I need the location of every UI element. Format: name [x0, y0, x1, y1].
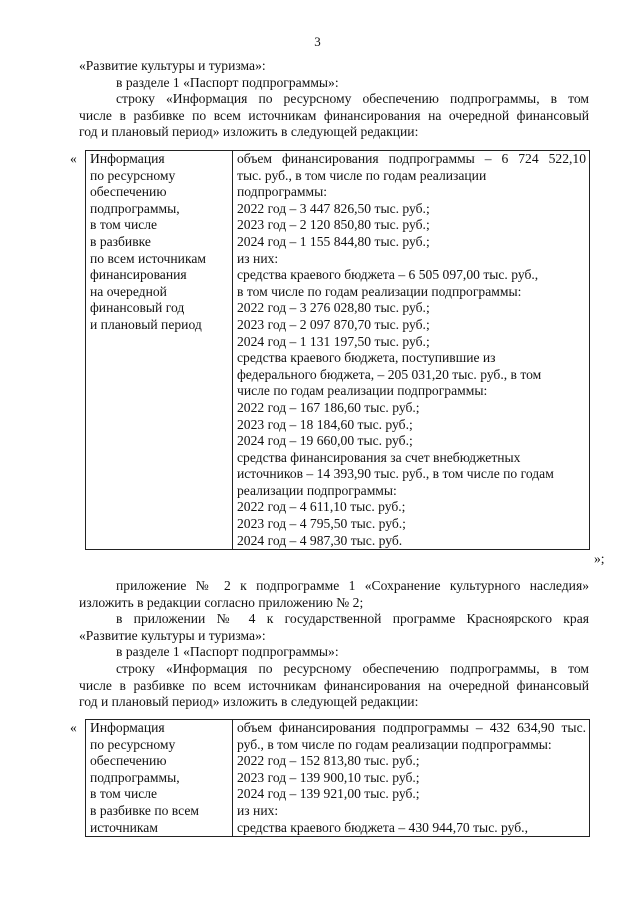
middle-line: числе в разбивке по всем источникам финансирования на очередной финансовый [79, 677, 589, 693]
cell-text: обеспечению [90, 753, 167, 769]
cell-text: 2022 год – 3 447 826,50 тыс. руб.; [237, 200, 430, 216]
cell-text: в том числе [90, 786, 158, 802]
cell-text: 2024 год – 1 131 197,50 тыс. руб.; [237, 333, 430, 349]
middle-line: приложение № 2 к подпрограмме 1 «Сохранение культурного наследия» [116, 578, 589, 593]
cell-text: Информация [90, 720, 165, 735]
cell-text: в том числе [90, 217, 158, 233]
intro-line: «Развитие культуры и туризма»: [79, 58, 266, 73]
table-left-cell [86, 151, 233, 550]
cell-text: в разбивке по всем [90, 802, 199, 818]
cell-text: финансирования [90, 267, 187, 283]
cell-text: из них: [237, 802, 279, 818]
cell-text: источникам [90, 819, 158, 835]
cell-text: подпрограммы, [90, 200, 180, 216]
cell-text: финансовый год [90, 300, 185, 316]
passport-table-1 [85, 150, 590, 550]
cell-text: по ресурсному [90, 167, 176, 183]
cell-text: тыс. руб., в том числе по годам реализации [237, 167, 487, 183]
passport-table-2 [85, 719, 590, 837]
cell-text: по ресурсному [90, 736, 176, 752]
cell-text: 2024 год – 1 155 844,80 тыс. руб.; [237, 233, 430, 249]
cell-text: 2022 год – 3 276 028,80 тыс. руб.; [237, 300, 430, 316]
cell-text: источников – 14 393,90 тыс. руб., в том числе по годам [237, 466, 554, 482]
cell-text: в том числе по годам реализации подпрограммы: [237, 283, 522, 299]
cell-text: и плановый период [90, 316, 202, 332]
cell-text: средства краевого бюджета – 430 944,70 тыс. руб., [237, 819, 528, 835]
close-quote: »; [594, 551, 605, 566]
cell-text: 2023 год – 4 795,50 тыс. руб.; [237, 516, 406, 532]
cell-text: средства финансирования за счет внебюджетных [237, 449, 521, 465]
cell-text: 2023 год – 139 900,10 тыс. руб.; [237, 769, 420, 785]
cell-text: 2023 год – 18 184,60 тыс. руб.; [237, 416, 413, 432]
cell-text: Информация [90, 151, 165, 166]
cell-text: в разбивке [90, 233, 151, 249]
cell-text: обеспечению [90, 184, 167, 200]
cell-text: числе по годам реализации подпрограммы: [237, 383, 488, 399]
cell-text: 2023 год – 2 120 850,80 тыс. руб.; [237, 217, 430, 233]
cell-text: 2024 год – 19 660,00 тыс. руб.; [237, 433, 413, 449]
table-row [86, 720, 590, 837]
table-right-cell [233, 151, 590, 550]
cell-text: средства краевого бюджета – 6 505 097,00 тыс. руб., [237, 267, 539, 283]
cell-text: федерального бюджета, – 205 031,20 тыс. руб., в том [237, 366, 542, 382]
middle-line: строку «Информация по ресурсному обеспечению подпрограммы, в том [116, 660, 589, 676]
table-row [86, 151, 590, 550]
open-quote: « [70, 151, 77, 166]
middle-line: в приложении № 4 к государственной программе Красноярского края [116, 611, 589, 627]
cell-text: реализации подпрограммы: [237, 482, 397, 498]
intro-line: числе в разбивке по всем источникам финансирования на очередной финансовый [79, 107, 589, 123]
middle-line: изложить в редакции согласно приложению № 2; [79, 594, 364, 610]
cell-text: из них: [237, 250, 279, 266]
intro-block [79, 58, 589, 141]
cell-text: 2023 год – 2 097 870,70 тыс. руб.; [237, 316, 430, 332]
middle-line: в разделе 1 «Паспорт подпрограммы»: [116, 644, 339, 660]
intro-line: строку «Информация по ресурсному обеспечению подпрограммы, в том [116, 91, 589, 107]
table-left-cell [86, 720, 233, 837]
page-number: 3 [314, 34, 321, 49]
middle-block [79, 578, 589, 711]
cell-text: 2022 год – 167 186,60 тыс. руб.; [237, 399, 420, 415]
intro-line: год и плановый период» изложить в следующей редакции: [79, 124, 419, 140]
cell-text: подпрограммы, [90, 769, 180, 785]
cell-text: 2024 год – 4 987,30 тыс. руб. [237, 532, 403, 548]
cell-text: объем финансирования подпрограммы – 432 634,90 тыс. [237, 720, 586, 735]
cell-text: объем финансирования подпрограммы – 6 724 522,10 [237, 151, 586, 166]
cell-text: 2024 год – 139 921,00 тыс. руб.; [237, 786, 420, 802]
cell-text: по всем источникам [90, 250, 206, 266]
cell-text: средства краевого бюджета, поступившие из [237, 350, 496, 366]
cell-text: руб., в том числе по годам реализации подпрограммы: [237, 736, 552, 752]
table-right-cell [233, 720, 590, 837]
cell-text: 2022 год – 152 813,80 тыс. руб.; [237, 753, 420, 769]
open-quote-2: « [70, 720, 77, 735]
intro-line: в разделе 1 «Паспорт подпрограммы»: [116, 74, 339, 90]
cell-text: на очередной [90, 283, 167, 299]
cell-text: подпрограммы: [237, 184, 327, 200]
middle-line: год и плановый период» изложить в следующей редакции: [79, 694, 419, 710]
middle-line: «Развитие культуры и туризма»: [79, 627, 266, 643]
cell-text: 2022 год – 4 611,10 тыс. руб.; [237, 499, 406, 515]
